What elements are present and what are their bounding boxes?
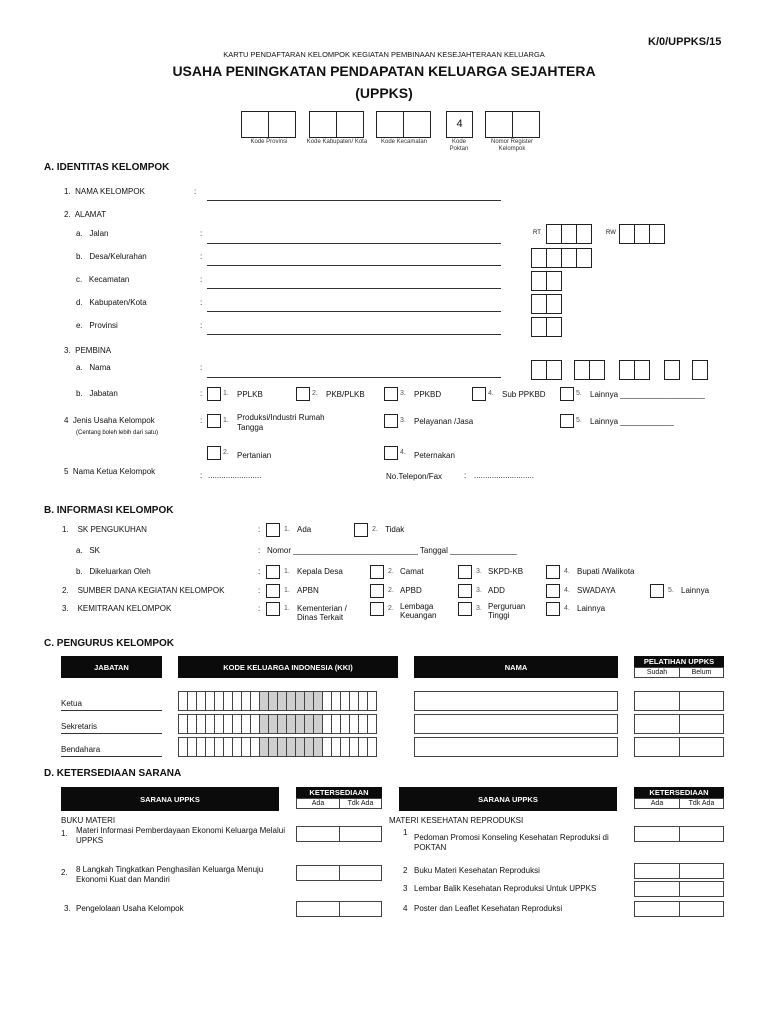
sarana-right-item-1: Pedoman Promosi Konseling Kesehatan Reproduksi di POKTAN (414, 833, 609, 852)
code-label-kabupaten: Kode Kabupaten/ Kota (306, 139, 368, 145)
row-belum-box[interactable] (679, 737, 724, 757)
dikeluarkan-camat-checkbox[interactable] (370, 565, 384, 579)
option-num: 5. (668, 587, 674, 594)
usaha-produksi-label: Produksi/Industri Rumah Tangga (237, 413, 325, 432)
telepon-label: No.Telepon/Fax (386, 472, 443, 481)
row-jabatan-line (61, 756, 162, 757)
sk-nomor-tanggal-field[interactable]: Nomor ____________________________ Tanggal _______________ (267, 546, 517, 555)
option-num: 1. (284, 568, 290, 575)
option-num: 3. (400, 390, 406, 397)
col-kki-header: KODE KELUARGA INDONESIA (KKI) (178, 656, 398, 678)
kemitraan-perguruan-checkbox[interactable] (458, 602, 472, 616)
desa-box-3[interactable] (561, 248, 577, 268)
colon: : (200, 389, 203, 398)
option-num: 2. (372, 526, 378, 533)
colon: : (200, 252, 203, 261)
option-num: 2. (388, 587, 394, 594)
rw-box-3[interactable] (649, 224, 665, 244)
colon: : (200, 321, 203, 330)
buku-materi-heading: BUKU MATERI (61, 816, 116, 825)
kki-grid[interactable] (179, 691, 377, 711)
sk-ada-label: Ada (297, 525, 312, 534)
kabupaten-label: d. Kabupaten/Kota (76, 298, 147, 307)
colon: : (200, 229, 203, 238)
pembina-nama-label: a. Nama (76, 363, 111, 372)
usaha-peternakan-checkbox[interactable] (384, 446, 398, 460)
kki-grid[interactable] (179, 714, 377, 734)
sarana-left-1-ada-box[interactable] (296, 826, 340, 842)
rt-label: RT (533, 230, 541, 236)
form-subtitle: KARTU PENDAFTARAN KELOMPOK KEGIATAN PEMBINAAN KESEJAHTERAAN KELUARGA (223, 50, 545, 59)
col-tdk-ada-header-right: Tdk Ada (679, 798, 724, 809)
sarana-right-4-tdk-box[interactable] (679, 901, 724, 917)
colon: : (258, 586, 261, 595)
kki-grid[interactable] (179, 737, 377, 757)
sk-tidak-label: Tidak (385, 525, 405, 534)
jabatan-pkb-checkbox[interactable] (296, 387, 310, 401)
sarana-left-item-3: Pengelolaan Usaha Kelompok (76, 904, 184, 913)
rw-box-1[interactable] (619, 224, 635, 244)
sk-pengukuhan-label: 1. SK PENGUKUHAN (62, 525, 147, 534)
colon: : (464, 471, 467, 480)
item-num: 2 (403, 866, 408, 875)
pembina-box-2[interactable] (546, 360, 562, 380)
kemitraan-perguruan-label: Perguruan Tinggi (488, 602, 526, 620)
option-num: 3. (476, 605, 482, 612)
colon: : (200, 363, 203, 372)
colon: : (194, 187, 197, 196)
col-sarana-header-right: SARANA UPPKS (399, 787, 617, 811)
item-num: 4 (403, 904, 408, 913)
col-sudah-header: Sudah (634, 667, 680, 678)
option-num: 3. (476, 587, 482, 594)
row-nama-field[interactable] (414, 714, 618, 734)
code-label-poktan: Kode Poktan (449, 139, 469, 152)
row-jabatan-label: Bendahara (61, 745, 101, 754)
kemitraan-label: 3. KEMITRAAN KELOMPOK (62, 604, 172, 613)
sumber-apbn-checkbox[interactable] (266, 584, 280, 598)
col-ketersediaan-header-left: KETERSEDIAAN (296, 787, 382, 798)
col-sarana-header-left: SARANA UPPKS (61, 787, 279, 811)
row-nama-field[interactable] (414, 737, 618, 757)
sumber-swadaya-checkbox[interactable] (546, 584, 560, 598)
pembina-label: 3. PEMBINA (64, 346, 112, 355)
colon: : (258, 604, 261, 613)
row-sudah-box[interactable] (634, 737, 680, 757)
colon: : (258, 525, 261, 534)
colon: : (200, 298, 203, 307)
colon: : (258, 546, 261, 555)
pembina-box-6[interactable] (634, 360, 650, 380)
dikeluarkan-label: b. Dikeluarkan Oleh (76, 567, 151, 576)
col-nama-header: NAMA (414, 656, 618, 678)
sk-label: a. SK (76, 546, 101, 555)
option-num: 2. (312, 390, 318, 397)
sarana-left-3-ada-box[interactable] (296, 901, 340, 917)
col-ketersediaan-header-right: KETERSEDIAAN (634, 787, 724, 798)
col-belum-header: Belum (679, 667, 724, 678)
usaha-lainnya-checkbox[interactable] (560, 414, 574, 428)
kemitraan-lainnya-label: Lainnya (577, 604, 606, 613)
code-register-box-2[interactable] (512, 111, 540, 138)
sumber-lainnya-checkbox[interactable] (650, 584, 664, 598)
form-title-abbr: (UPPKS) (355, 85, 413, 101)
desa-box-2[interactable] (546, 248, 562, 268)
option-num: 2. (388, 568, 394, 575)
sarana-right-2-ada-box[interactable] (634, 863, 680, 879)
ketua-label: 5 Nama Ketua Kelompok (64, 467, 156, 476)
dikeluarkan-camat-label: Camat (400, 567, 424, 576)
colon: : (200, 275, 203, 284)
sumber-swadaya-label: SWADAYA (577, 586, 616, 595)
jabatan-lainnya-label: Lainnya ___________________ (590, 390, 705, 399)
item-num: 2. (61, 868, 68, 877)
dikeluarkan-kepala-desa-label: Kepala Desa (297, 567, 343, 576)
col-tdk-ada-header-left: Tdk Ada (339, 798, 382, 809)
sarana-right-item-2: Buku Materi Kesehatan Reproduksi (414, 866, 540, 875)
row-sudah-box[interactable] (634, 714, 680, 734)
rt-box-1[interactable] (546, 224, 562, 244)
col-pelatihan-header: PELATIHAN UPPKS (634, 656, 724, 667)
option-num: 5. (576, 390, 582, 397)
kecamatan-field[interactable] (207, 288, 501, 289)
sarana-right-3-ada-box[interactable] (634, 881, 680, 897)
sumber-apbd-label: APBD (400, 586, 422, 595)
kki-digit-cell[interactable] (367, 737, 377, 757)
jenis-usaha-note: (Centang boleh lebih dari satu) (76, 430, 159, 436)
jabatan-ppkbd-checkbox[interactable] (384, 387, 398, 401)
colon: : (258, 567, 261, 576)
sk-tidak-checkbox[interactable] (354, 523, 368, 537)
usaha-lainnya-label: Lainnya ____________ (590, 417, 674, 426)
option-num: 1. (284, 587, 290, 594)
usaha-produksi-checkbox[interactable] (207, 414, 221, 428)
usaha-pertanian-label: Pertanian (237, 451, 272, 460)
section-d-title: D. KETERSEDIAAN SARANA (44, 768, 182, 779)
row-nama-field[interactable] (414, 691, 618, 711)
materi-kesehatan-heading: MATERI KESEHATAN REPRODUKSI (389, 816, 524, 825)
sarana-left-2-ada-box[interactable] (296, 865, 340, 881)
code-label-provinsi: Kode Provinsi (250, 139, 288, 145)
item-num: 1 (403, 828, 408, 837)
sarana-left-item-2: 8 Langkah Tingkatkan Penghasilan Keluarga Menuju Ekonomi Kuat dan Mandiri (76, 865, 264, 884)
kki-digit-cell[interactable] (367, 714, 377, 734)
item-num: 3. (64, 904, 71, 913)
option-num: 4. (564, 605, 570, 612)
desa-label: b. Desa/Kelurahan (76, 252, 147, 261)
sumber-lainnya-label: Lainnya (681, 586, 710, 595)
form-title: USAHA PENINGKATAN PENDAPATAN KELUARGA SEJAHTERA (172, 63, 596, 79)
item-num: 1. (61, 829, 68, 838)
code-poktan-box[interactable]: 4 (446, 111, 473, 138)
code-label-register: Nomor Register Kelompok (490, 139, 533, 152)
kemitraan-kementerian-label: Kementerian / Dinas Terkait (297, 604, 347, 622)
sarana-left-3-tdk-box[interactable] (339, 901, 382, 917)
item-num: 3 (403, 884, 408, 893)
option-num: 1. (223, 390, 229, 397)
sarana-right-item-4: Poster dan Leaflet Kesehatan Reproduksi (414, 904, 563, 913)
dikeluarkan-kepala-desa-checkbox[interactable] (266, 565, 280, 579)
dikeluarkan-bupati-checkbox[interactable] (546, 565, 560, 579)
sarana-right-2-tdk-box[interactable] (679, 863, 724, 879)
rw-box-2[interactable] (634, 224, 650, 244)
sumber-apbd-checkbox[interactable] (370, 584, 384, 598)
ketua-field[interactable]: ........................ (208, 471, 262, 480)
dikeluarkan-skpd-label: SKPD-KB (488, 567, 524, 576)
option-num: 4. (564, 568, 570, 575)
jabatan-sub-ppkbd-checkbox[interactable] (472, 387, 486, 401)
jabatan-pplkb-label: PPLKB (237, 390, 263, 399)
code-kecamatan-box-1[interactable] (376, 111, 404, 138)
section-a-title: A. IDENTITAS KELOMPOK (44, 162, 170, 173)
kki-digit-cell[interactable] (367, 691, 377, 711)
usaha-pelayanan-label: Pelayanan /Jasa (414, 417, 474, 426)
kemitraan-kementerian-checkbox[interactable] (266, 602, 280, 616)
kemitraan-lembaga-checkbox[interactable] (370, 602, 384, 616)
option-num: 3. (476, 568, 482, 575)
sumber-dana-label: 2. SUMBER DANA KEGIATAN KELOMPOK (62, 586, 225, 595)
provinsi-box-1[interactable] (531, 317, 547, 337)
provinsi-field[interactable] (207, 334, 501, 335)
kecamatan-box-1[interactable] (531, 271, 547, 291)
code-kabupaten-box-1[interactable] (309, 111, 337, 138)
nama-kelompok-field[interactable] (207, 200, 501, 201)
option-num: 4. (564, 587, 570, 594)
sarana-left-2-tdk-box[interactable] (339, 865, 382, 881)
row-belum-box[interactable] (679, 691, 724, 711)
col-ada-header-left: Ada (296, 798, 340, 809)
rw-label: RW (606, 230, 616, 236)
row-jabatan-line (61, 733, 162, 734)
telepon-field[interactable]: ........................... (474, 471, 535, 480)
option-num: 2. (388, 605, 394, 612)
code-kecamatan-box-2[interactable] (403, 111, 431, 138)
sarana-right-1-tdk-box[interactable] (679, 826, 724, 842)
pembina-box-5[interactable] (619, 360, 635, 380)
form-code: K/0/UPPKS/15 (648, 36, 722, 48)
provinsi-label: e. Provinsi (76, 321, 118, 330)
sarana-left-1-tdk-box[interactable] (339, 826, 382, 842)
rt-box-2[interactable] (561, 224, 577, 244)
option-num: 3. (400, 417, 406, 424)
jalan-field[interactable] (207, 243, 501, 244)
sarana-right-4-ada-box[interactable] (634, 901, 680, 917)
jenis-usaha-label: 4 Jenis Usaha Kelompok (64, 416, 155, 425)
row-jabatan-label: Sekretaris (61, 722, 98, 731)
code-provinsi-box-1[interactable] (241, 111, 269, 138)
col-ada-header-right: Ada (634, 798, 680, 809)
code-register-box-1[interactable] (485, 111, 513, 138)
kabupaten-box-2[interactable] (546, 294, 562, 314)
col-jabatan-header: JABATAN (61, 656, 162, 678)
option-num: 4. (488, 390, 494, 397)
code-kabupaten-box-2[interactable] (336, 111, 364, 138)
jabatan-lainnya-checkbox[interactable] (560, 387, 574, 401)
jabatan-label: b. Jabatan (76, 389, 118, 398)
kabupaten-field[interactable] (207, 311, 501, 312)
desa-box-4[interactable] (576, 248, 592, 268)
kemitraan-lembaga-label: Lembaga Keuangan (400, 602, 437, 620)
row-sudah-box[interactable] (634, 691, 680, 711)
rt-box-3[interactable] (576, 224, 592, 244)
desa-field[interactable] (207, 265, 501, 266)
option-num: 2. (223, 449, 229, 456)
nama-kelompok-label: 1. NAMA KELOMPOK (64, 187, 145, 196)
pembina-box-4[interactable] (589, 360, 605, 380)
usaha-peternakan-label: Peternakan (414, 451, 455, 460)
option-num: 1. (223, 417, 229, 424)
jalan-label: a. Jalan (76, 229, 109, 238)
sarana-right-item-3: Lembar Balik Kesehatan Reproduksi Untuk UPPKS (414, 884, 597, 893)
colon: : (200, 416, 203, 425)
colon: : (200, 471, 203, 480)
kecamatan-label: c. Kecamatan (76, 275, 130, 284)
dikeluarkan-skpd-checkbox[interactable] (458, 565, 472, 579)
option-num: 5. (576, 417, 582, 424)
code-label-kecamatan: Kode Kecamatan (380, 139, 428, 145)
pembina-nama-field[interactable] (207, 377, 501, 378)
row-jabatan-line (61, 710, 162, 711)
sumber-add-label: ADD (488, 586, 505, 595)
pembina-box-3[interactable] (574, 360, 590, 380)
sumber-apbn-label: APBN (297, 586, 319, 595)
pembina-box-1[interactable] (531, 360, 547, 380)
usaha-pertanian-checkbox[interactable] (207, 446, 221, 460)
pembina-box-7[interactable] (664, 360, 680, 380)
section-c-title: C. PENGURUS KELOMPOK (44, 638, 175, 649)
row-belum-box[interactable] (679, 714, 724, 734)
desa-box-1[interactable] (531, 248, 547, 268)
sarana-left-item-1: Materi Informasi Pemberdayaan Ekonomi Keluarga Melalui UPPKS (76, 826, 285, 845)
jabatan-ppkbd-label: PPKBD (414, 390, 442, 399)
jabatan-pplkb-checkbox[interactable] (207, 387, 221, 401)
sumber-add-checkbox[interactable] (458, 584, 472, 598)
jabatan-sub-ppkbd-label: Sub PPKBD (502, 390, 546, 399)
sk-ada-checkbox[interactable] (266, 523, 280, 537)
option-num: 4. (400, 449, 406, 456)
kecamatan-box-2[interactable] (546, 271, 562, 291)
jabatan-pkb-label: PKB/PLKB (326, 390, 365, 399)
kabupaten-box-1[interactable] (531, 294, 547, 314)
alamat-label: 2. ALAMAT (64, 210, 107, 219)
usaha-pelayanan-checkbox[interactable] (384, 414, 398, 428)
option-num: 1. (284, 605, 290, 612)
provinsi-box-2[interactable] (546, 317, 562, 337)
section-b-title: B. INFORMASI KELOMPOK (44, 505, 174, 516)
sarana-right-1-ada-box[interactable] (634, 826, 680, 842)
pembina-box-8[interactable] (692, 360, 708, 380)
dikeluarkan-bupati-label: Bupati /Walikota (577, 567, 635, 576)
option-num: 1. (284, 526, 290, 533)
code-provinsi-box-2[interactable] (268, 111, 296, 138)
sarana-right-3-tdk-box[interactable] (679, 881, 724, 897)
row-jabatan-label: Ketua (61, 699, 82, 708)
kemitraan-lainnya-checkbox[interactable] (546, 602, 560, 616)
